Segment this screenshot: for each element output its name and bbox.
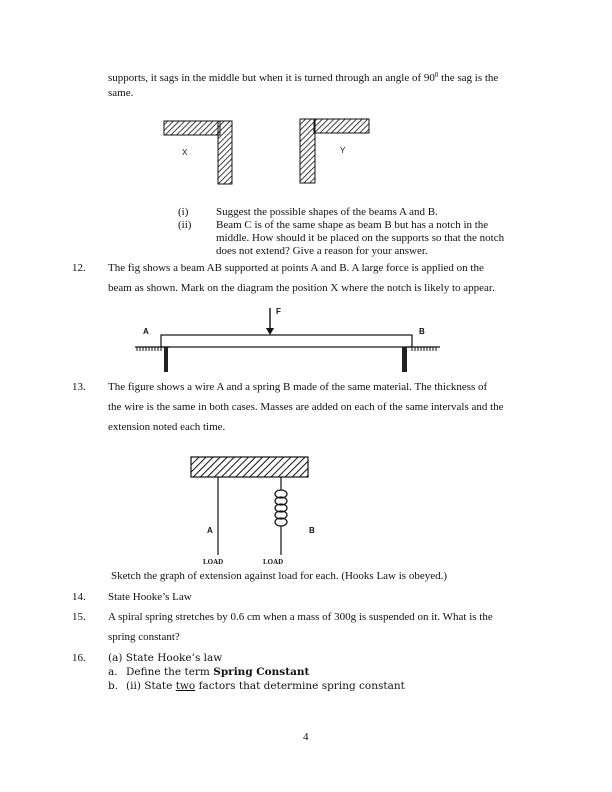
beam-label-a: A bbox=[143, 327, 149, 336]
q16-sub-b-text: (ii) State bbox=[126, 680, 176, 692]
wire-label-a: A bbox=[207, 526, 213, 535]
beam-x-label: X bbox=[182, 148, 188, 157]
spring-label-b: B bbox=[309, 526, 315, 535]
beam-label-b: B bbox=[419, 327, 425, 336]
intro-text: supports, it sags in the middle but when it is turned through an angle of 90 bbox=[108, 72, 435, 84]
q13-text-1: The figure shows a wire A and a spring B made of the same material. The thickness of bbox=[108, 381, 488, 393]
load-label-b: LOAD bbox=[263, 558, 284, 566]
q16-sub-b bbox=[126, 680, 405, 693]
q16-sub-b-tail: factors that determine spring constant bbox=[195, 680, 405, 692]
q11-sub-ii-marker: (ii) bbox=[178, 219, 192, 231]
force-label-f: F bbox=[276, 307, 281, 316]
support-a bbox=[164, 347, 168, 372]
q12-text-1: The fig shows a beam AB supported at points A and B. A large force is applied on the bbox=[108, 262, 484, 274]
q11-sub-i-text: Suggest the possible shapes of the beams A and B. bbox=[216, 206, 438, 218]
q16-sub-b-marker: b. bbox=[108, 680, 119, 692]
underlined-two: two bbox=[175, 680, 196, 692]
q16-a-text: (a) State Hooke’s law bbox=[108, 652, 223, 664]
beam-ab-figure bbox=[120, 300, 450, 380]
q15-text-1: A spiral spring stretches by 0.6 cm when a mass of 300g is suspended on it. What is the bbox=[108, 611, 493, 623]
q13-instruction: Sketch the graph of extension against load for each. (Hooks Law is obeyed.) bbox=[111, 570, 448, 582]
q16-sub-a-text: Define the term bbox=[126, 666, 214, 678]
support-block bbox=[191, 457, 308, 477]
load-label-a: LOAD bbox=[203, 558, 224, 566]
intro-line-2: same. bbox=[108, 87, 134, 99]
q16-sub-a-marker: a. bbox=[108, 666, 118, 678]
q11-sub-ii-text-3: does not extend? Give a reason for your answer. bbox=[216, 245, 428, 257]
q12-number: 12. bbox=[72, 262, 86, 274]
q14-number: 14. bbox=[72, 591, 86, 603]
beam-y-label: Y bbox=[340, 146, 346, 155]
force-arrow bbox=[266, 308, 274, 335]
q13-text-3: extension noted each time. bbox=[108, 421, 226, 433]
support-b bbox=[402, 347, 407, 372]
q16-number: 16. bbox=[72, 652, 86, 664]
q11-sub-i-marker: (i) bbox=[178, 206, 189, 218]
q11-sub-ii-text-1: Beam C is of the same shape as beam B but has a notch in the bbox=[216, 219, 489, 231]
q13-text-2: the wire is the same in both cases. Masses are added on each of the same intervals and the bbox=[108, 401, 504, 413]
intro-line-1 bbox=[108, 72, 498, 85]
beam-y-shape bbox=[300, 119, 369, 183]
beam-ab bbox=[161, 335, 412, 347]
term-spring-constant: Spring Constant bbox=[213, 666, 310, 678]
q13-number: 13. bbox=[72, 381, 86, 393]
beam-x-shape bbox=[164, 121, 232, 184]
spring-b bbox=[275, 477, 287, 555]
wire-spring-figure bbox=[170, 450, 330, 570]
intro-text-tail: the sag is the bbox=[438, 72, 499, 84]
q16-sub-a bbox=[126, 666, 309, 679]
q15-text-2: spring constant? bbox=[108, 631, 180, 643]
page-number: 4 bbox=[303, 731, 309, 743]
q15-number: 15. bbox=[72, 611, 86, 623]
degree-superscript: 0 bbox=[434, 71, 439, 79]
q14-text: State Hooke’s Law bbox=[108, 591, 192, 603]
q12-text-2: beam as shown. Mark on the diagram the position X where the notch is likely to appear. bbox=[108, 282, 495, 294]
q11-sub-ii-text-2: middle. How should it be placed on the supports so that the notch bbox=[216, 232, 505, 244]
